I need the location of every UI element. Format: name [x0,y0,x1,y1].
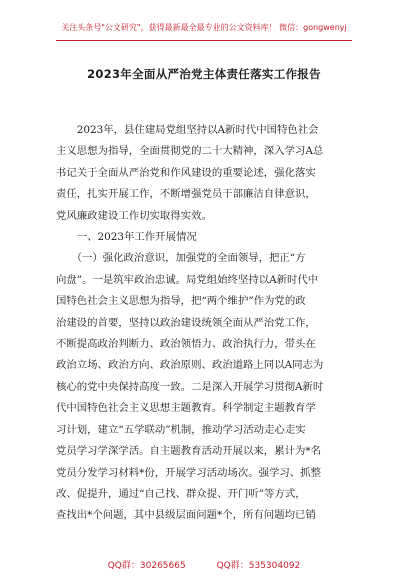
section-heading: 一、2023年工作开展情况 [56,231,197,244]
body-line: 政治立场、政治方向、政治原则、政治道路上同以A同志为 [56,359,324,372]
body-line: 责任，扎实开展工作，不断增强党员干部廉洁自律意识， [56,188,316,201]
body-line: 党员学习学深学活。自主题教育活动开展以来，累计为*名 [56,445,321,458]
document-title: 2023年全面从严治党主体责任落实工作报告 [87,67,321,81]
footer-qq-group-2: QQ群：535304092 [216,561,301,571]
body-line: 党风廉政建设工作切实取得实效。 [56,209,212,222]
body-line: 改、促提升，通过“自己找、群众提、开门听”等方式， [56,487,306,500]
body-line: 不断提高政治判断力、政治领悟力、政治执行力，带头在 [56,338,316,351]
header-divider [56,40,352,41]
body-line: 2023年，县住建局党组坚持以A新时代中国特色社会 [56,124,319,136]
body-line: 党员分发学习材料*份，开展学习活动场次。强学习、抓整 [56,466,321,479]
body-line: 核心的党中央保持高度一致。二是深入开展学习贯彻A新时 [56,380,324,393]
footer-qq-group-1: QQ群：30265665 [107,561,186,571]
body-line: 代中国特色社会主义思想主题教育。科学制定主题教育学 [56,402,316,415]
body-line: 主义思想为指导，全面贯彻党的二十大精神，深入学习A总 [56,145,324,158]
body-line: （一）强化政治意识，加强党的全面领导，把正“方 [56,252,306,265]
body-line: 查找出*个问题，其中县级层面问题*个，所有问题均已销 [56,509,316,522]
footer-contacts [0,558,408,571]
body-line: 治建设的首要，坚持以政治建设统领全面从严治党工作， [56,316,316,329]
header-promo-text: 关注头条号"公文研究"，获得最新最全最专业的公文资料库！ 微信：gongwenyj [61,23,347,32]
body-line: 国特色社会主义思想为指导，把“两个维护”作为党的政 [56,295,306,308]
body-line: 书记关于全面从严治党和作风建设的重要论述，强化落实 [56,166,316,179]
body-line: 向盘”。一是筑牢政治忠诚。局党组始终坚持以A新时代中 [56,273,319,286]
body-line: 习计划，建立“五学联动”机制，推动学习活动走心走实 [56,423,306,436]
document-body [56,120,356,527]
